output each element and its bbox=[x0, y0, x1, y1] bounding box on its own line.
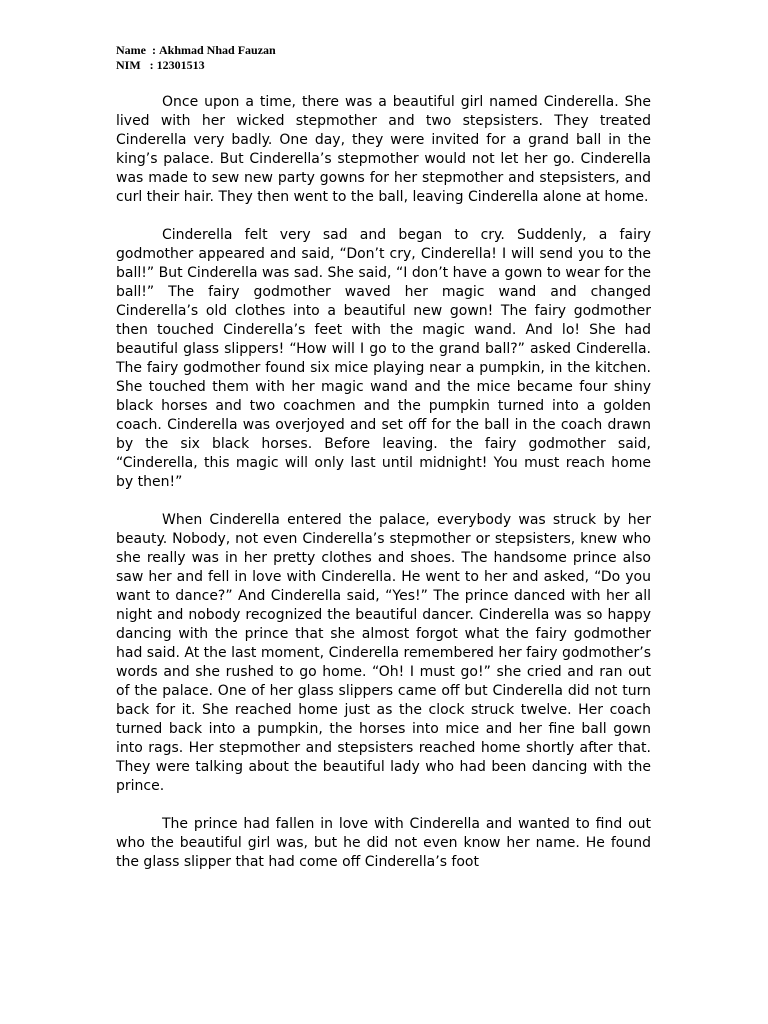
name-separator: : bbox=[146, 43, 159, 57]
name-line bbox=[116, 43, 276, 58]
story-body bbox=[116, 93, 651, 891]
name-value: Akhmad Nhad Fauzan bbox=[159, 43, 276, 57]
paragraph-4: The prince had fallen in love with Cinderella and wanted to find out who the beautiful girl was, but he did not even know her name. He found the glass slipper that had come off Cinderella’s foot bbox=[116, 816, 651, 870]
nim-label: NIM bbox=[116, 58, 141, 72]
nim-line bbox=[116, 58, 276, 73]
paragraph-3: When Cinderella entered the palace, everybody was struck by her beauty. Nobody, not even Cinderella’s stepmother or stepsisters, knew who she really was in her pretty clothes and shoes. The handsome prince also saw her and fell in love with Cinderella. He went to her and asked, “Do you want to dance?” And Cinderella said, “Yes!” The prince danced with her all night and nobody recognized the beautiful dancer. Cinderella was so happy dancing with the prince that she almost forgot what the fairy godmother had said. At the last moment, Cinderella remembered her fairy godmother’s words and she rushed to go home. “Oh! I must go!” she cried and ran out of the palace. One of her glass slippers came off but Cinderella did not turn back for it. She reached home just as the clock struck twelve. Her coach turned back into a pumpkin, the horses into mice and her fine ball gown into rags. Her stepmother and stepsisters reached home shortly after that. They were talking about the beautiful lady who had been dancing with the prince. bbox=[116, 512, 651, 794]
nim-separator: : bbox=[140, 58, 157, 72]
paragraph-1: Once upon a time, there was a beautiful girl named Cinderella. She lived with her wicked stepmother and two stepsisters. They treated Cinderella very badly. One day, they were invited for a grand ball in the king’s palace. But Cinderella’s stepmother would not let her go. Cinderella was made to sew new party gowns for her stepmother and stepsisters, and curl their hair. They then went to the ball, leaving Cinderella alone at home. bbox=[116, 94, 651, 205]
nim-value: 12301513 bbox=[156, 58, 205, 72]
student-header bbox=[116, 43, 276, 73]
paragraph-2: Cinderella felt very sad and began to cry. Suddenly, a fairy godmother appeared and said, “Don’t cry, Cinderella! I will send you to the ball!” But Cinderella was sad. She said, “I don’t have a gown to wear for the ball!” The fairy godmother waved her magic wand and changed Cinderella’s old clothes into a beautiful new gown! The fairy godmother then touched Cinderella’s feet with the magic wand. And lo! She had beautiful glass slippers! “How will I go to the grand ball?” asked Cinderella. The fairy godmother found six mice playing near a pumpkin, in the kitchen. She touched them with her magic wand and the mice became four shiny black horses and two coachmen and the pumpkin turned into a golden coach. Cinderella was overjoyed and set off for the ball in the coach drawn by the six black horses. Before leaving. the fairy godmother said, “Cinderella, this magic will only last until midnight! You must reach home by then!” bbox=[116, 227, 651, 490]
name-label: Name bbox=[116, 43, 146, 57]
